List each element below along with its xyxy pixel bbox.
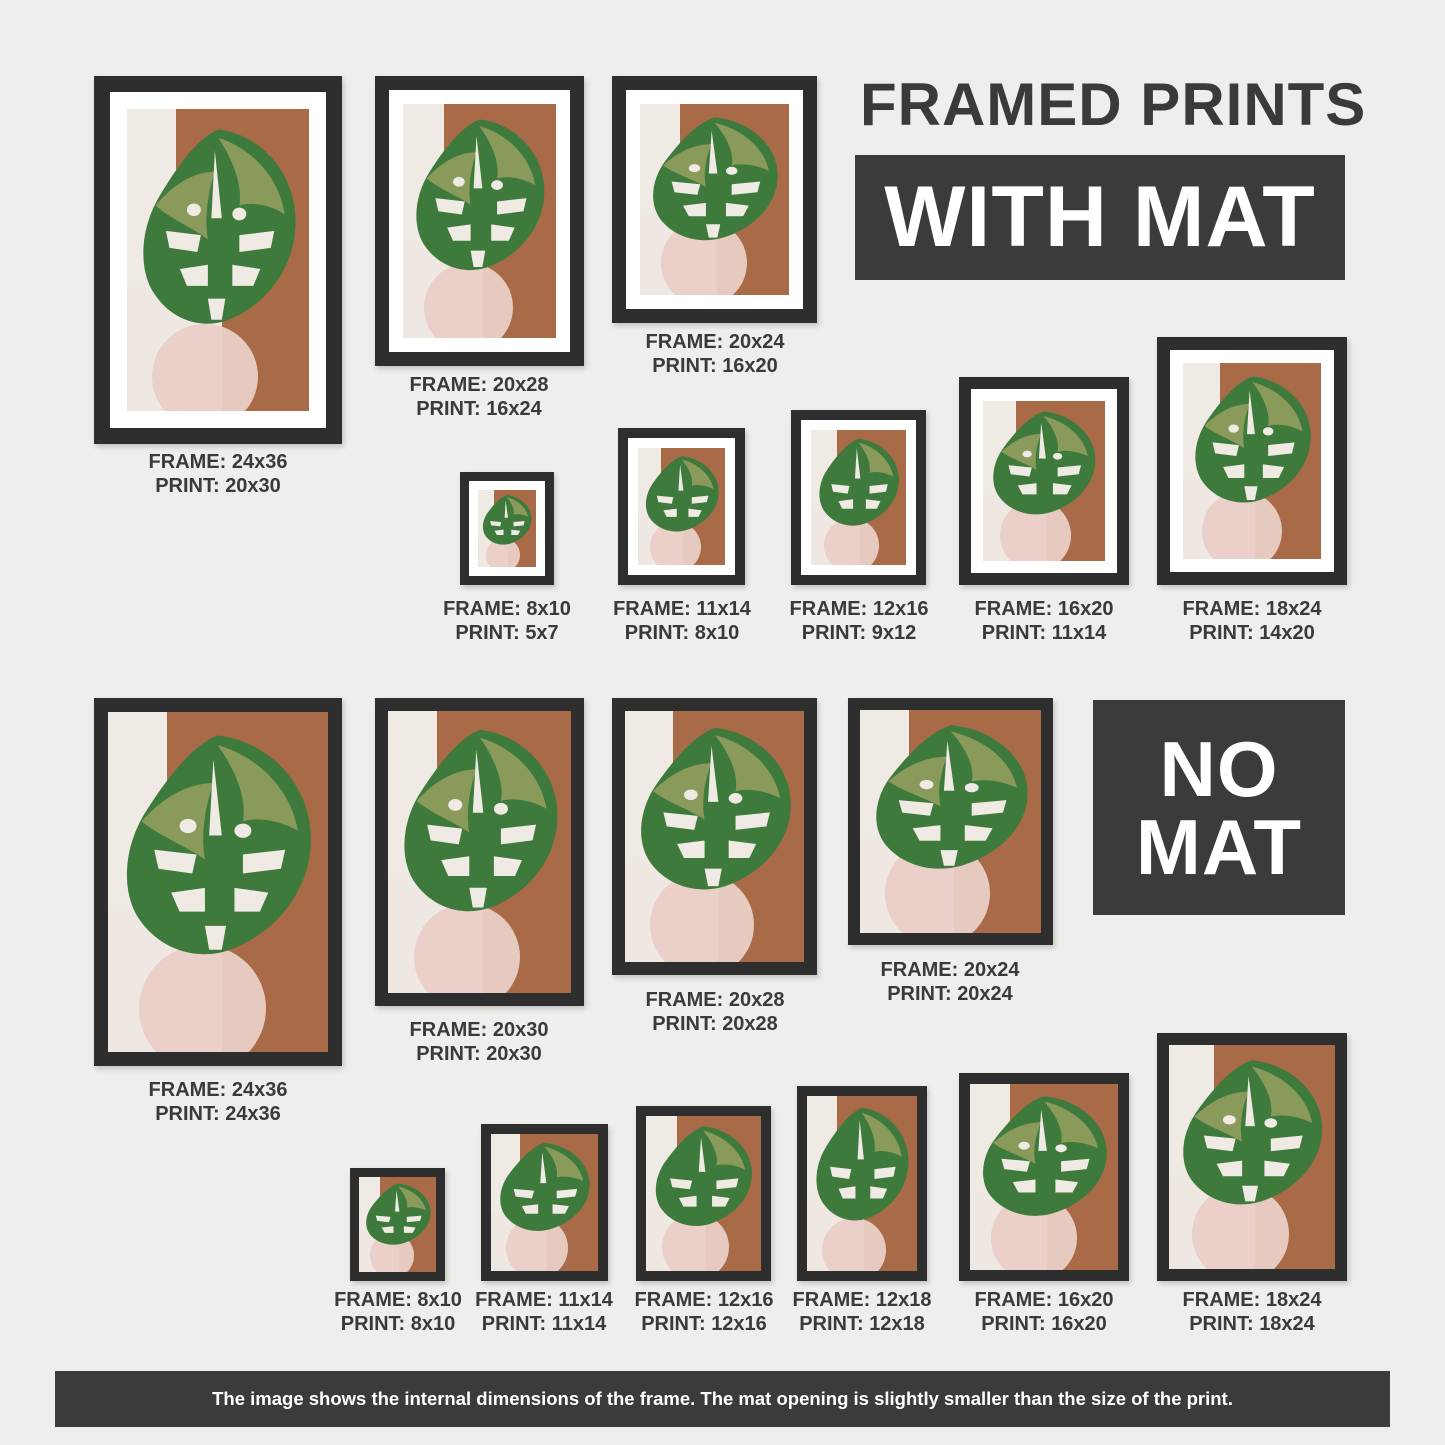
monstera-leaf-icon [392, 722, 568, 919]
frame-caption [1132, 1288, 1372, 1337]
print-size-label: PRINT: 20x28 [652, 1013, 778, 1036]
artwork [807, 1096, 917, 1271]
frame-size-label: FRAME: 12x16 [789, 598, 929, 620]
frame-caption [359, 373, 599, 422]
frame-size-label: FRAME: 20x28 [645, 989, 785, 1011]
print-size-label: PRINT: 11x14 [481, 1313, 607, 1336]
print-size-label: PRINT: 20x24 [887, 983, 1013, 1006]
frame-caption [924, 1288, 1164, 1337]
monstera-leaf-icon [493, 1139, 596, 1235]
monstera-leaf-icon [131, 121, 306, 332]
frame-caption [98, 450, 338, 499]
print-size-label: PRINT: 16x20 [652, 355, 778, 378]
artwork [491, 1134, 598, 1271]
artwork [1183, 363, 1321, 559]
frame-caption [595, 330, 835, 379]
monstera-leaf-icon [479, 493, 535, 547]
frame-size-label: FRAME: 24x36 [148, 1079, 288, 1101]
artwork [127, 109, 309, 411]
monstera-leaf-icon [1172, 1054, 1331, 1211]
artwork [646, 1116, 761, 1271]
monstera-leaf-icon [648, 1122, 758, 1231]
artwork [388, 711, 571, 993]
frame-size-label: FRAME: 20x24 [645, 331, 785, 353]
frame-caption [924, 597, 1164, 646]
frame-caption [359, 1018, 599, 1067]
print-size-label: PRINT: 20x30 [416, 1043, 542, 1066]
artwork [640, 104, 789, 295]
frame-size-label: FRAME: 16x20 [974, 1289, 1114, 1311]
frame-size-label: FRAME: 12x16 [634, 1289, 774, 1311]
artwork [478, 490, 536, 567]
monstera-leaf-icon [864, 719, 1038, 875]
banner-no-mat [1093, 700, 1345, 915]
print-size-label: PRINT: 8x10 [340, 1313, 456, 1336]
monstera-leaf-icon [112, 726, 323, 964]
print-size-label: PRINT: 16x24 [416, 398, 542, 421]
artwork [108, 712, 328, 1052]
monstera-leaf-icon [985, 407, 1102, 519]
artwork [1169, 1045, 1335, 1269]
print-size-label: PRINT: 12x16 [641, 1313, 767, 1336]
artwork [403, 104, 556, 338]
banner-with-mat: WITH MAT [855, 155, 1345, 280]
frame-size-label: FRAME: 8x10 [443, 598, 571, 620]
heading-framed-prints: FRAMED PRINTS [860, 71, 1367, 138]
print-size-label: PRINT: 9x12 [801, 622, 917, 645]
monstera-leaf-icon [813, 435, 904, 530]
print-size-label: PRINT: 24x36 [155, 1103, 281, 1126]
print-size-label: PRINT: 14x20 [1189, 622, 1315, 645]
frame-size-label: FRAME: 16x20 [974, 598, 1114, 620]
no-mat-line-2: MAT [1135, 802, 1303, 891]
frame-size-label: FRAME: 18x24 [1182, 1289, 1322, 1311]
artwork [625, 711, 804, 962]
frame-size-label: FRAME: 20x28 [409, 374, 549, 396]
frame-caption [595, 988, 835, 1037]
print-size-label: PRINT: 5x7 [455, 622, 559, 645]
frame-size-label: FRAME: 24x36 [148, 451, 288, 473]
monstera-leaf-icon [643, 112, 786, 246]
frame-size-label: FRAME: 11x14 [475, 1289, 613, 1311]
frame-caption [1132, 597, 1372, 646]
monstera-leaf-icon [973, 1091, 1115, 1221]
monstera-leaf-icon [640, 453, 724, 535]
print-size-label: PRINT: 12x18 [799, 1313, 925, 1336]
monstera-leaf-icon [1186, 371, 1318, 508]
frame-caption [98, 1078, 338, 1127]
artwork [638, 448, 725, 565]
artwork [359, 1177, 436, 1272]
frame-caption [830, 958, 1070, 1007]
artwork [811, 430, 906, 565]
print-size-label: PRINT: 18x24 [1189, 1313, 1315, 1336]
print-size-label: PRINT: 8x10 [624, 622, 740, 645]
frame-size-label: FRAME: 18x24 [1182, 598, 1322, 620]
artwork [970, 1084, 1118, 1270]
no-mat-line-1: NO [1159, 724, 1279, 813]
monstera-leaf-icon [809, 1103, 915, 1226]
artwork [860, 710, 1041, 933]
print-size-label: PRINT: 16x20 [981, 1313, 1107, 1336]
monstera-leaf-icon [406, 113, 553, 277]
footer-note: The image shows the internal dimensions of the frame. The mat opening is slightly smaller than the size of the print. [55, 1371, 1390, 1427]
frame-size-label: FRAME: 12x18 [792, 1289, 932, 1311]
artwork [983, 401, 1105, 561]
frame-size-label: FRAME: 20x24 [880, 959, 1020, 981]
monstera-leaf-icon [361, 1181, 435, 1248]
monstera-leaf-icon [629, 721, 801, 897]
print-size-label: PRINT: 20x30 [155, 475, 281, 498]
frame-size-label: FRAME: 8x10 [334, 1289, 462, 1311]
frame-size-label: FRAME: 11x14 [613, 598, 751, 620]
frame-size-label: FRAME: 20x30 [409, 1019, 549, 1041]
print-size-label: PRINT: 11x14 [981, 622, 1107, 645]
